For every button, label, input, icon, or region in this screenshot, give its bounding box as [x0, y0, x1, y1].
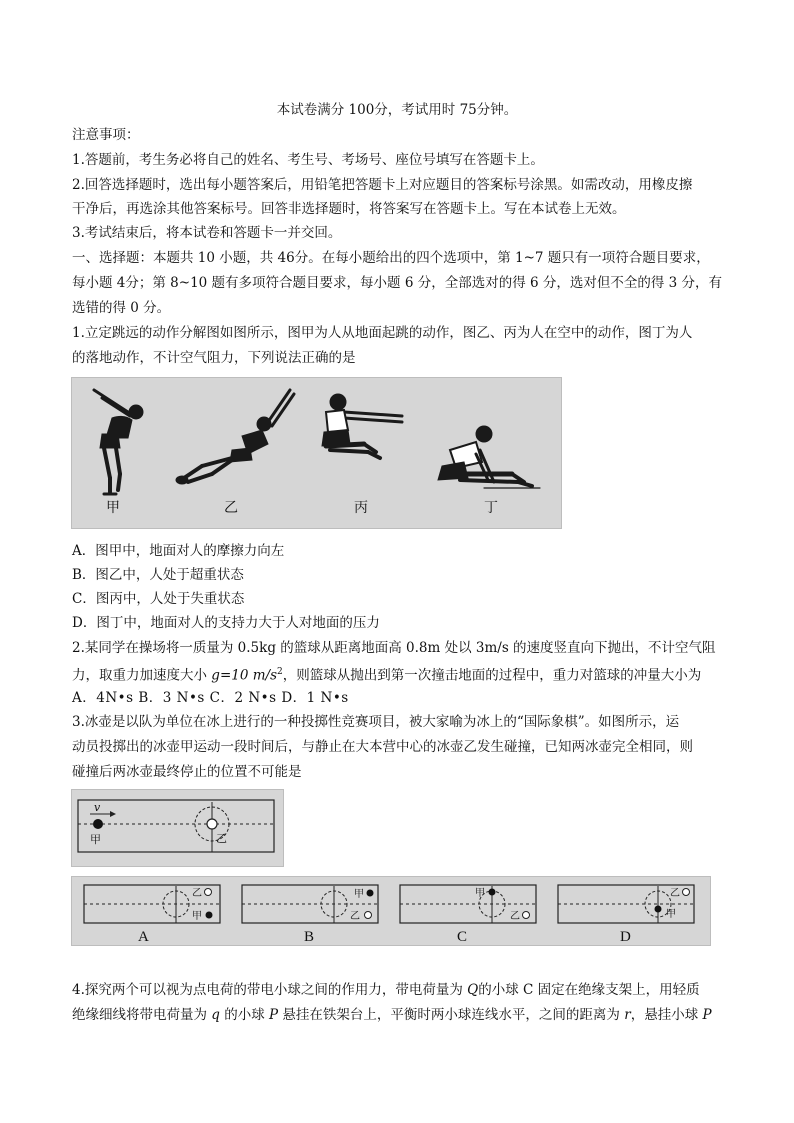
q4-stem-2	[72, 1005, 712, 1025]
q4-line2-d: ，悬挂小球	[630, 1007, 703, 1023]
main-label-jia: 甲	[90, 833, 101, 846]
main-label-yi: 乙	[216, 832, 227, 845]
q3-stem-1: 3.冰壶是以队为单位在冰上进行的一种投掷性竞赛项目，被大家喻为冰上的“国际象棋”。如图所示，运	[72, 714, 680, 730]
option-label-d: D	[620, 929, 631, 945]
figure-jia-takeoff	[94, 390, 143, 494]
q3-options-figure	[71, 876, 711, 946]
figure-label-yi: 乙	[224, 500, 238, 516]
long-jump-figures	[72, 378, 561, 528]
q2-stem-1: 2.某同学在操场将一质量为 0.5kg 的篮球从距离地面高 0.8m 处以 3m/s 的速度竖直向下抛出，不计空气阻	[72, 640, 716, 656]
figure-ding-landing	[438, 426, 540, 488]
q2-stem-2	[72, 662, 701, 686]
q4-ball-P-2: P	[702, 1007, 712, 1023]
q1-stem-1: 1.立定跳远的动作分解图如图所示，图甲为人从地面起跳的动作，图乙、丙为人在空中的动作，图丁为人	[72, 325, 693, 341]
notes-title: 注意事项：	[72, 127, 140, 143]
notes-item-2-cont: 干净后，再选涂其他答案标号。回答非选择题时，将答案写在答题卡上。写在本试卷上无效。	[72, 201, 626, 217]
q3-main-figure	[71, 789, 284, 867]
figure-yi-flight	[176, 390, 294, 484]
q4-ball-P: P	[269, 1007, 279, 1023]
opt-b-yi: 乙	[350, 911, 360, 922]
opt-c-yi: 乙	[510, 911, 520, 922]
q2-options: A．4N•s B．3 N•s C．2 N•s D．1 N•s	[72, 690, 349, 706]
option-b-diagram	[242, 885, 378, 923]
q1-option-c: C．图丙中，人处于失重状态	[72, 591, 245, 607]
curling-sheet-diagram	[72, 790, 283, 866]
figure-label-jia: 甲	[106, 500, 120, 516]
section1-line-3: 选错的得 0 分。	[72, 300, 171, 316]
q4-line1-a: 4.探究两个可以视为点电荷的带电小球之间的作用力，带电荷量为	[72, 982, 468, 998]
q2-stem-2-b: ，则篮球从抛出到第一次撞击地面的过程中，重力对篮球的冲量大小为	[282, 667, 702, 684]
notes-item-2: 2.回答选择题时，选出每小题答案后，用铅笔把答题卡上对应题目的答案标号涂黑。如需改动，用橡皮擦	[72, 177, 693, 193]
opt-b-jia: 甲	[354, 889, 364, 900]
opt-c-jia: 甲	[475, 888, 485, 899]
q4-distance-r: r	[624, 1007, 631, 1023]
exam-info: 本试卷满分 100分，考试用时 75分钟。	[276, 102, 518, 118]
q4-charge-Q: Q	[467, 982, 479, 998]
figure-label-ding: 丁	[484, 500, 498, 516]
q4-line2-a: 绝缘细线将带电荷量为	[72, 1007, 212, 1023]
velocity-label: v	[94, 801, 101, 814]
q4-line2-c: 悬挂在铁架台上，平衡时两小球连线水平，之间的距离为	[278, 1007, 625, 1023]
notes-item-3: 3.考试结束后，将本试卷和答题卡一并交回。	[72, 225, 342, 241]
option-label-a: A	[138, 929, 149, 945]
q1-figure-long-jump	[71, 377, 562, 529]
section1-line-2: 每小题 4分；第 8~10 题有多项符合题目要求，每小题 6 分，全部选对的得 6 分，选对但不全的得 3 分，有	[72, 275, 723, 291]
section1-line-1: 一、选择题：本题共 10 小题，共 46分。在每小题给出的四个选项中，第 1~7 题只有一项符合题目要求，	[72, 250, 710, 266]
option-d-diagram	[558, 885, 694, 923]
opt-d-yi: 乙	[670, 888, 680, 899]
notes-item-1: 1.答题前，考生务必将自己的姓名、考生号、考场号、座位号填写在答题卡上。	[72, 152, 544, 168]
q4-stem-1	[72, 980, 700, 1000]
opt-a-yi: 乙	[192, 888, 202, 899]
figure-bing-flight	[322, 394, 402, 458]
q1-option-d: D．图丁中，地面对人的支持力大于人对地面的压力	[72, 615, 380, 631]
option-a-diagram	[84, 885, 220, 923]
q4-line1-b: 的小球 C 固定在绝缘支架上，用轻质	[478, 982, 700, 998]
option-label-c: C	[457, 929, 468, 945]
stone-yi	[207, 819, 217, 829]
opt-d-jia: 甲	[666, 909, 676, 920]
q2-gravity-exponent: 2	[277, 667, 283, 677]
opt-a-jia: 甲	[192, 911, 202, 922]
q1-option-a: A．图甲中，地面对人的摩擦力向左	[72, 543, 285, 559]
curling-options-diagram	[72, 877, 710, 945]
q1-stem-2: 的落地动作，不计空气阻力，下列说法正确的是	[72, 350, 356, 366]
option-c-diagram	[400, 885, 536, 923]
figure-label-bing: 丙	[354, 500, 368, 516]
option-label-b: B	[304, 929, 315, 945]
q4-charge-q: q	[211, 1007, 220, 1023]
q3-stem-2: 动员投掷出的冰壶甲运动一段时间后，与静止在大本营中心的冰壶乙发生碰撞，已知两冰壶完全相同，则	[72, 739, 693, 755]
q4-line2-b: 的小球	[219, 1007, 270, 1023]
q2-gravity-value: g=10 m/s	[211, 667, 277, 684]
stone-jia	[93, 819, 103, 829]
q3-stem-3: 碰撞后两冰壶最终停止的位置不可能是	[72, 764, 302, 780]
q1-option-b: B．图乙中，人处于超重状态	[72, 567, 244, 583]
q2-stem-2-a: 力，取重力加速度大小	[72, 667, 212, 684]
